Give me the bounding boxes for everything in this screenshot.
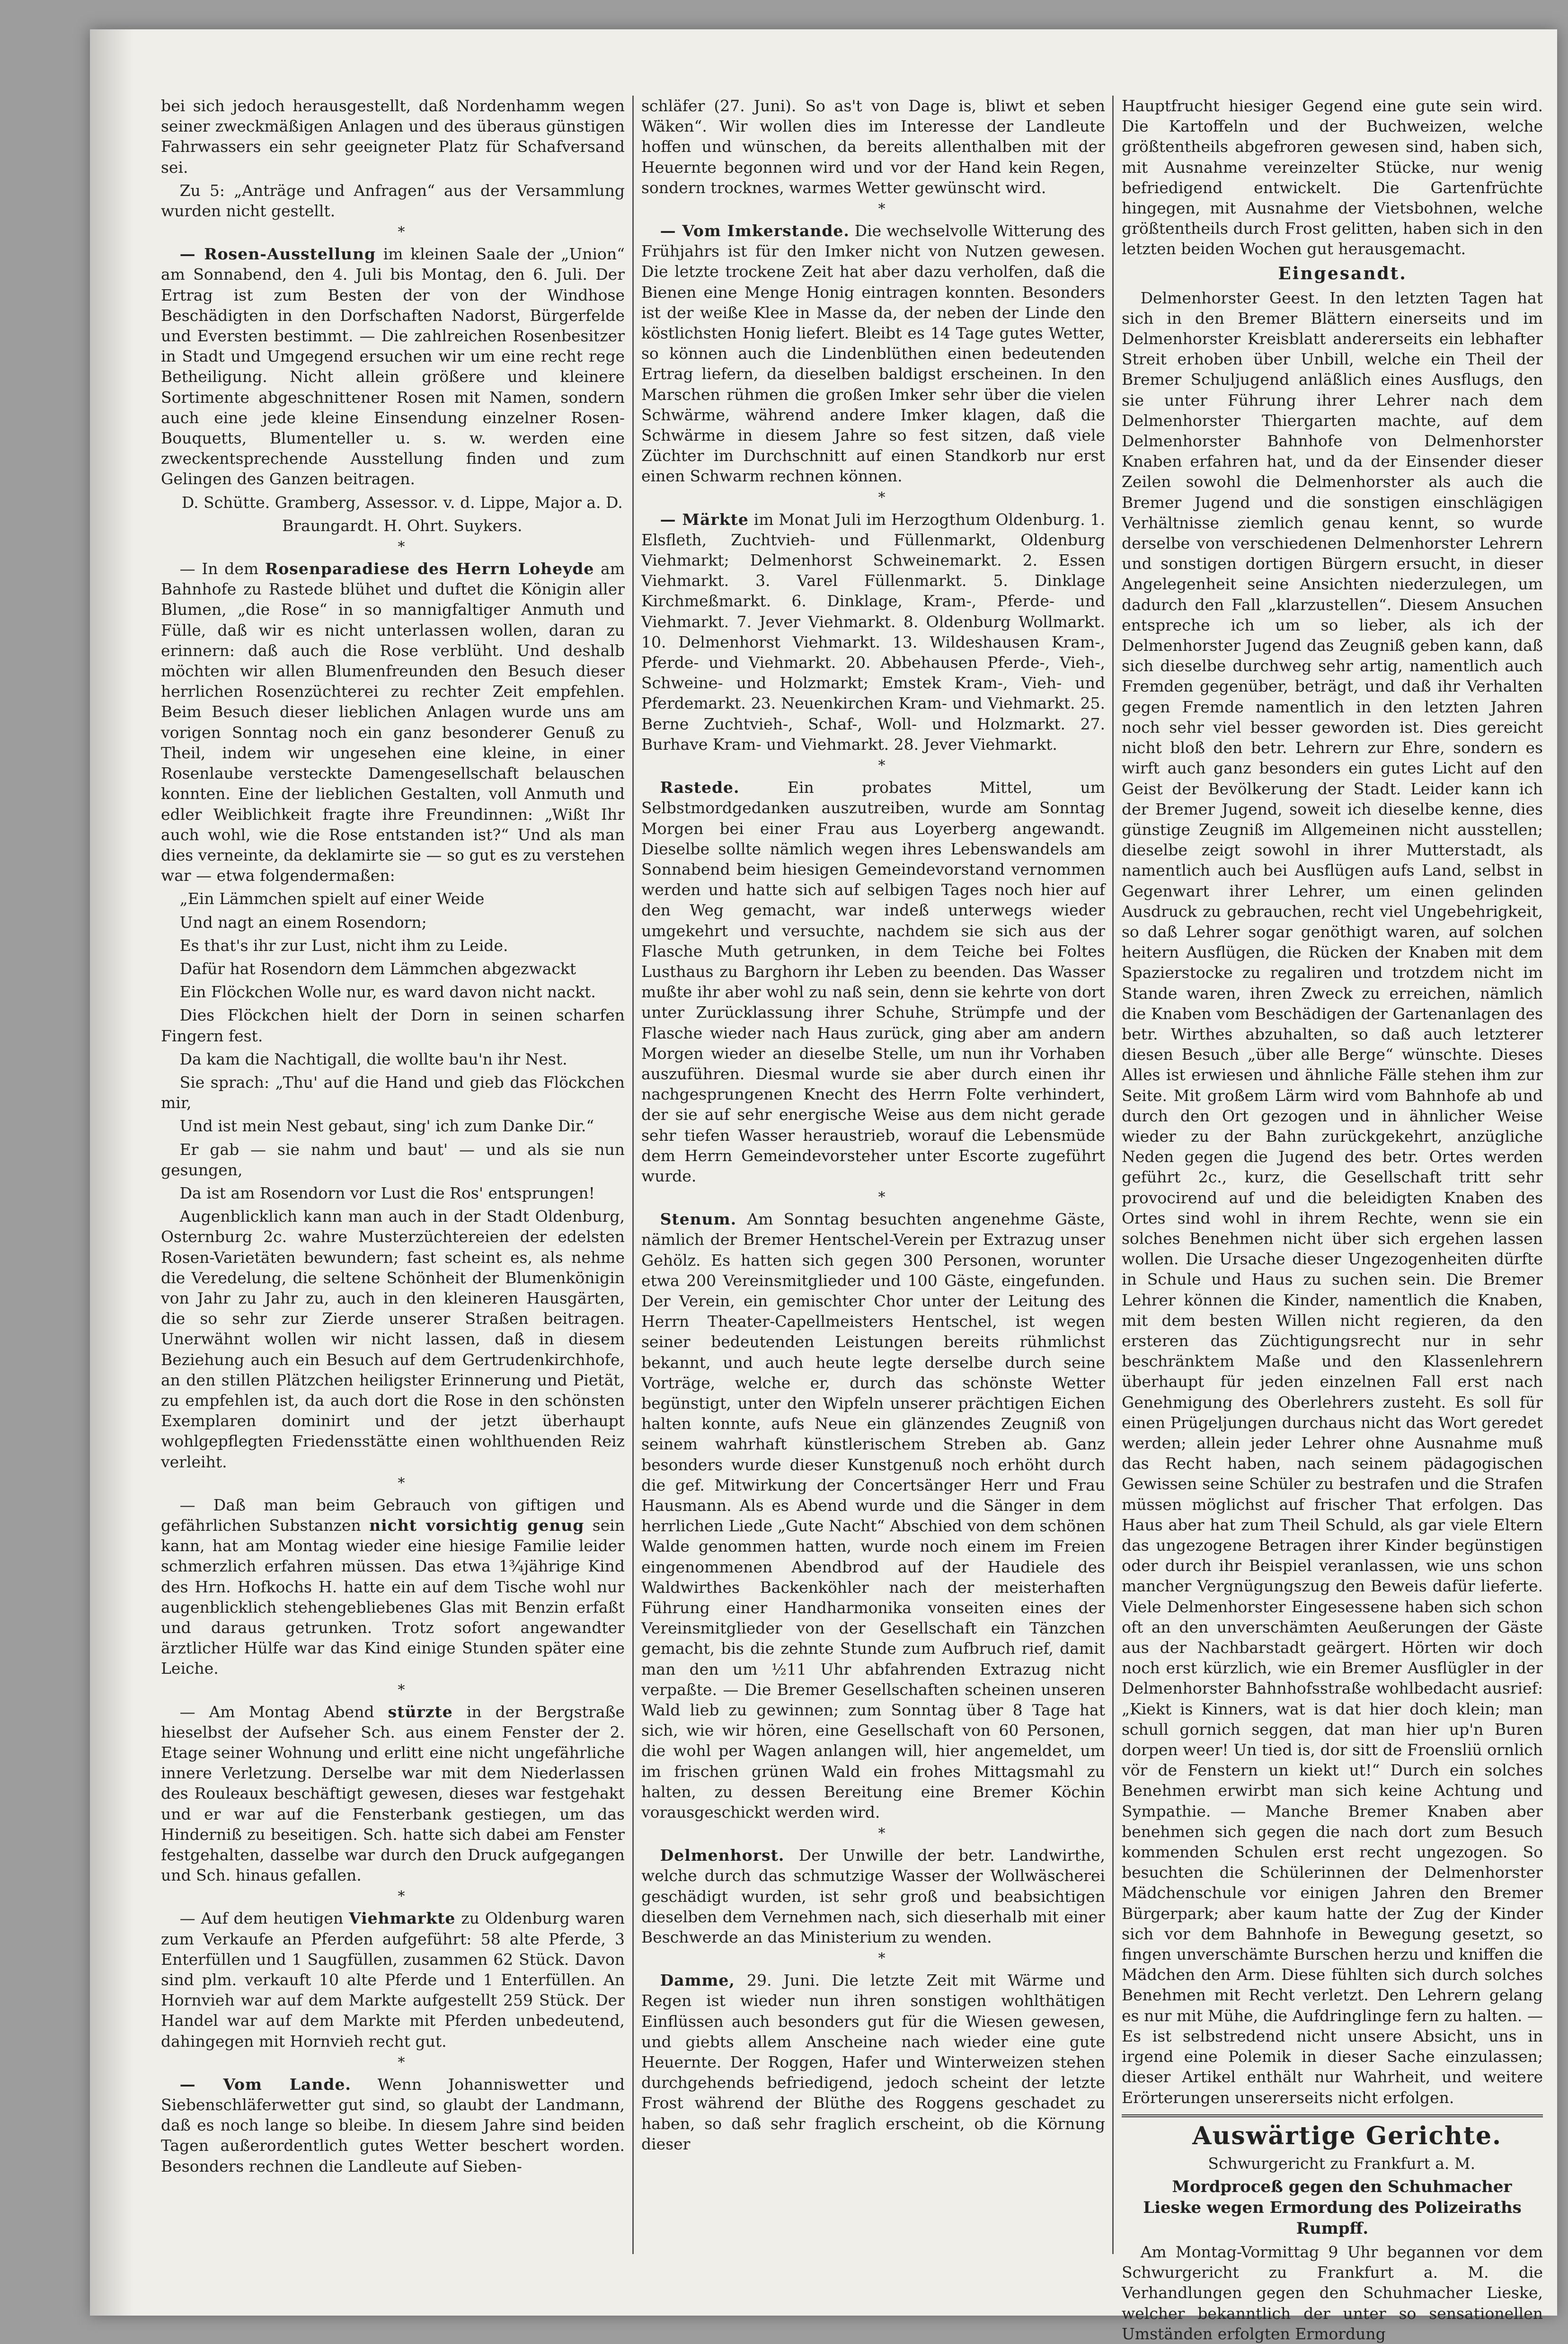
article-heading: nicht vorsichtig genug [369,1516,585,1535]
article-lead: — Am Montag Abend [179,1702,374,1721]
separator-asterisk: * [878,1189,886,1206]
poem-line: Und nagt an einem Rosendorn; [179,913,427,932]
article-rosenparadies [161,559,625,886]
newspaper-page [90,29,1557,2343]
article-stenum [641,1209,1105,1822]
separator-asterisk: * [878,1825,886,1842]
separator-asterisk: * [398,1681,405,1698]
poem-line: Er gab — sie nahm und baut' — und als sie nun gesungen, [161,1140,625,1179]
column-middle [641,96,1105,2254]
signatures: Braungardt. H. Ohrt. Suykers. [282,516,523,535]
poem-line: Dafür hat Rosendorn dem Lämmchen abgezwackt [179,959,576,978]
poem-line: Sie sprach: „Thu' auf die Hand und gieb das Flöckchen mir, [161,1073,625,1112]
article-text: in der Bergstraße hieselbst der Aufseher Sch. aus einem Fenster der 2. Etage seiner Wohnung und erlitt eine nicht ungefährliche innere Verletzung. Derselbe war mit dem Niederlassen des Rouleaux beschäftigt gewesen, dieses war festgehakt und er war auf die Fensterbank gestiegen, um das Hinderniß zu beseitigen. Sch. hatte sich dabei am Fenster festgehalten, dasselbe war durch den Druck aufgegangen und Sch. hinaus gefallen. [161,1702,625,1885]
article-delmenhorst [641,1845,1105,1947]
article-heading: Delmenhorst. [660,1846,785,1865]
article-heading: — Vom Imkerstande. [660,222,850,240]
article-rastede [641,777,1105,1186]
article-maerkte [641,509,1105,755]
poem-line: Und ist mein Nest gebaut, sing' ich zum Danke Dir.“ [179,1117,594,1136]
article-text: am Bahnhofe zu Rastede blühet und duftet die Königin aller Blumen, „die Rose“ in so mannigfaltiger Anmuth und Fülle, daß wir es nicht unterlassen wollen, daran zu erinnern: daß auch die Rose verblüht. Und deshalb möchten wir allen Blumenfreunden den Besuch dieser herrlichen Rosenzüchterei zu rechter Zeit empfehlen. Beim Besuch dieser lieblichen Anlagen wurde uns am vorigen Sonntag noch ein ganz besonderer Genuß zu Theil, indem wir ungesehen eine kleine, in einer Rosenlaube versteckte Damengesellschaft belauschen konnten. Eine der lieblichen Gestalten, voll Anmuth und edler Weiblichkeit fragte ihre Freundinnen: „Wißt Ihr auch wohl, wie die Rose entstanden ist?“ Und als man dies verneinte, da deklamirte sie — so gut es zu verstehen war — etwa folgendermaßen: [161,559,625,885]
paragraph: schläfer (27. Juni). So as't von Dage is, bliwt et seben Wäken“. Wir wollen dies im Interesse der Landleute hoffen und wünschen, da bereits allenthalben mit der Heuernte begonnen wird und vor der Hand kein Regen, sondern trocknes, warmes Wetter gewünscht wird. [641,97,1105,197]
trial-headline: Mordproceß gegen den Schuhmacher Lieske wegen Ermordung des Polizeiraths Rumpff. [1143,2177,1522,2238]
article-gift [161,1495,625,1679]
article-imkerstande [641,221,1105,487]
article-rosen-ausstellung [161,244,625,489]
article-text: Ein probates Mittel, um Selbstmordgedanken auszutreiben, wurde am Sonntag Morgen bei einer Frau aus Loyerberg angewandt. Dieselbe sollte nämlich wegen ihres Lebenswandels am Sonnabend beim hiesigen Gemeindevorstand vernommen werden und hatte sich auf selbigen Tages noch hier auf den Weg gemacht, war indeß unterwegs wieder umgekehrt und versuchte, nachdem sie sich aus der Flasche Muth getrunken, in dem Teiche bei Foltes Lusthaus zu Barghorn ihr Leben zu beenden. Das Wasser mußte ihr aber wohl zu naß sein, denn sie kehrte von dort unter Zurücklassung ihrer Schuhe, Strümpfe und der Flasche wieder nach Haus zurück, ging aber am andern Morgen wieder an dieselbe Stelle, um nun ihr Vorhaben auszuführen. Diesmal wurde sie aber durch einen ihr nachgesprungenen Knecht des Herrn Folte verhindert, der sie auf sehr energische Weise aus dem nicht gerade sehr tiefen Wasser heraustrieb, worauf die Lebensmüde dem Herrn Gemeindevorsteher unter Escorte zugeführt wurde. [641,778,1105,1185]
poem-line: Da ist am Rosendorn vor Lust die Ros' entsprungen! [179,1183,595,1202]
article-heading: Rosenparadiese des Herrn Loheyde [265,559,594,578]
poem-line: Dies Flöckchen hielt der Dorn in seinen scharfen Fingern fest. [161,1006,625,1045]
article-heading: Stenum. [660,1210,737,1229]
paragraph: Zu 5: „Anträge und Anfragen“ aus der Versammlung wurden nicht gestellt. [161,181,625,221]
article-heading: stürzte [388,1702,453,1721]
poem-line: Da kam die Nachtigall, die wollte bau'n ihr Nest. [179,1049,567,1068]
column-right [1122,96,1543,2343]
article-lead: — Auf dem heutigen [179,1909,344,1928]
separator-asterisk: * [878,1950,886,1967]
paragraph: bei sich jedoch herausgestellt, daß Nordenhamm wegen seiner zweckmäßigen Anlagen und des überaus günstigen Fahrwassers ein sehr geeigneter Platz für Schafversand sei. [161,97,625,177]
section-heading-eingesandt: Eingesandt. [1278,263,1407,284]
signatures: D. Schütte. Gramberg, Assessor. v. d. Lippe, Major a. D. [181,493,623,512]
section-title: Auswärtige Gerichte. [1192,2121,1502,2150]
separator-asterisk: * [398,1888,405,1905]
article-text: Wenn Johanniswetter und Siebenschläferwetter gut sind, so glaubt der Landmann, daß es noch lange so bleibe. In diesem Jahre sind beiden Tagen außerordentlich gutes Wetter beschert worden. Besonders rechnen die Landleute auf Sieben- [161,2075,625,2175]
separator-asterisk: * [398,224,405,241]
poem-line: Es that's ihr zur Lust, nicht ihm zu Leide. [179,936,508,955]
article-eingesandt: Delmenhorster Geest. In den letzten Tagen hat sich in den Bremer Blättern einerseits und im Delmenhorster Kreisblatt andererseits ein lebhafter Streit erhoben über Unbill, welche ein Theil der Bremer Schuljugend anläßlich eines Ausflugs, den sie unter Führung ihrer Lehrer nach dem Delmenhorster Thiergarten machte, auf dem Delmenhorster Bahnhofe von Delmenhorster Knaben erfahren hat, und da der Einsender dieser Zeilen sowohl die Delmenhorster als auch die Bremer Jugend und die sonstigen einschlägigen Verhältnisse ziemlich genau kennt, so wurde derselbe von verschiedenen Delmenhorster Lehrern und sonstigen dortigen Bürgern ersucht, in dieser Angelegenheit seine Ansichten niederzulegen, um dadurch den Fall „klarzustellen“. Diesem Ansuchen entspreche ich um so lieber, als ich der Delmenhorster Jugend das Zeugniß geben kann, daß sich dieselbe durchweg sehr artig, namentlich auch Fremden gegenüber, beträgt, und daß ihr Verhalten gegen Fremde namentlich in den letzten Jahren noch sehr viel besser geworden ist. Dies gereicht nicht bloß den betr. Lehrern zur Ehre, sondern es wirft auch ganz besonders ein gutes Licht auf den Geist der Bevölkerung der Stadt. Leider kann ich der Bremer Jugend, soweit ich dieselbe kenne, dies günstige Zeugniß im Allgemeinen nicht ausstellen; dieselbe zeigt sowohl in ihrer Mutterstadt, als namentlich auch bei Ausflügen aufs Land, selbst in Gegenwart ihrer Lehrer, um einen gelinden Ausdruck zu gebrauchen, recht viel Ungebehrigkeit, so daß Lehrer sogar genöthigt waren, auf solchen heitern Ausflügen, die Rücken der Knaben mit dem Spazierstocke zu regaliren und trotzdem nicht im Stande waren, ihren Zweck zu erreichen, nämlich die Knaben vom Beschädigen der Gartenanlagen des betr. Wirthes abzuhalten, so daß auch letzterer diesen Besuch „über alle Berge“ wünschte. Dieses Alles ist erwiesen und ähnliche Fälle stehen ihm zur Seite. Mit großem Lärm wird vom Bahnhofe ab und durch den Ort gezogen und in ähnlicher Weise wieder zu der Bahn zurückgekehrt, anzügliche Neden gegen die Jugend des betr. Ortes werden geführt 2c., kurz, die Gesellschaft tritt sehr provocirend auf und die beleidigten Knaben des Ortes sind wohl in ihrem Rechte, wenn sie ein solches Benehmen nicht über sich ergehen lassen wollen. Die Ursache dieser Ungezogenheiten dürfte in Schule und Haus zu suchen sein. Die Bremer Lehrer können die Kinder, namentlich die Knaben, mit dem besten Willen nicht regieren, da den ersteren das Züchtigungsrecht nur in sehr beschränktem Maße und den Klassenlehrern überhaupt für jeden einzelnen Fall erst nach Genehmigung des Oberlehrers zusteht. Es soll für einen Prügeljungen durchaus nicht das Wort geredet werden; allein jeder Lehrer ohne Ausnahme muß das Recht haben, nach seinem pädagogischen Gewissen seine Schüler zu bestrafen und die Strafen müssen möglichst auf frischer That erfolgen. Das Haus aber hat zum Theil Schuld, als gar viele Eltern das ungezogene Betragen ihrer Kinder begünstigen oder durch ihr Beispiel veranlassen, wie uns schon mancher Vergnügungszug den Beweis dafür lieferte. Viele Delmenhorster Eingesessene haben sich schon oft an den unverschämten Aeußerungen der Gäste aus der Nachbarstadt geärgert. Hörten wir doch noch erst kürzlich, wie ein Bremer Ausflügler in der Delmenhorster Bahnhofsstraße wohlbedacht ausrief: „Kiekt is Kinners, wat is dat hier doch klein; man schull gornich seggen, dat man hier up'n Buren dorpen weer! Un tied is, dor sitt de Froensliü ornlich vör de Fenstern un kiekt ut!“ Durch ein solches Benehmen erwirbt man sich keine Achtung und Sympathie. — Manche Bremer Knaben aber benehmen sich gegen die nach dort zum Besuch kommenden Schulen erst recht ungezogen. So besuchten die Schülerinnen der Delmenhorster Mädchenschule vor einigen Jahren den Bremer Bürgerpark; aber kaum hatte der Zug der Kinder sich vor dem Bahnhofe in Bewegung gesetzt, so fingen unverschämte Burschen herzu und kniffen die Mädchen den Arm. Diese fühlten sich durch solches Benehmen mit Recht verletzt. Den Lehrern gelang es nur mit Mühe, die Aufdringlinge fern zu halten. — Es ist selbstredend nicht unsere Absicht, uns in irgend eine Polemik in dieser Sache einzulassen; dieser Artikel enthält nur Wahrheit, und weitere Erörterungen unsererseits nicht erfolgen. [1122,288,1543,2107]
article-text: Der Unwille der betr. Landwirthe, welche durch das schmutzige Wasser der Wollwäscherei geschädigt wurden, ist sehr groß und beabsichtigen dieselben dem Vernehmen nach, sich dieserhalb mit einer Beschwerde an das Ministerium zu wenden. [641,1846,1105,1947]
article-lead: — In dem [179,559,259,578]
separator-asterisk: * [878,201,886,218]
article-heading: — Vom Lande. [179,2075,351,2094]
article-heading: — Rosen-Ausstellung [179,245,376,264]
article-text: Am Sonntag besuchten angenehme Gäste, nämlich der Bremer Hentschel-Verein per Extrazug unser Gehölz. Es hatten sich gegen 300 Personen, worunter etwa 200 Vereinsmitglieder und 100 Gäste, eingefunden. Der Verein, ein gemischter Chor unter der Leitung des Herrn Theater-Capellmeisters Hentschel, ist wegen seiner bedeutenden Leistungen bereits rühmlichst bekannt, und auch heute legte derselbe durch seine Vorträge, welche er, durch das schönste Wetter begünstigt, unter den Wipfeln unserer prächtigen Eichen halten konnte, aufs Neue ein glänzendes Zeugniß von seinem wahrhaft künstlerischem Streben ab. Ganz besonders wurde dieser Kunstgenuß noch erhöht durch die gef. Mitwirkung der Concertsänger Herr und Frau Hausmann. Als es Abend wurde und die Sänger in dem herrlichen Liede „Gute Nacht“ Abschied von dem schönen Walde genommen hatten, wurde noch einem im Freien eingenommenen Abendbrod auf der Haudiele des Waldwirthes Backenköhler nach der meisterhaften Führung einer Handharmonika vonseiten eines der Vereinsmitglieder von der Gesellschaft ein Tänzchen gemacht, bis die zehnte Stunde zum Aufbruch rief, damit man den um ½11 Uhr abfahrenden Extrazug nicht verpaßte. — Die Bremer Gesellschaften scheinen unseren Wald lieb zu gewinnen; zum Sonntag über 8 Tage hat sich, wie wir hören, eine Gesellschaft von 60 Personen, die wohl per Wagen anlangen will, hier angemeldet, um im frischen grünen Wald ein frohes Mittagsmahl zu halten, zu dessen Bereitung eine Bremer Köchin vorausgeschickt werden wird. [641,1210,1105,1822]
article-heading: Rastede. [660,778,740,797]
separator-asterisk: * [398,539,405,556]
article-text: Die wechselvolle Witterung des Frühjahrs ist für den Imker nicht von Nutzen gewesen. Die letzte trockene Zeit hat aber dazu verholfen, daß die Bienen eine Menge Honig eintragen konnten. Besonders ist der weiße Klee in Masse da, der neben der Linde den köstlichsten Honig liefert. Bleibt es 14 Tage gutes Wetter, so können auch die Lindenblüthen einen bedeutenden Ertrag liefern, da dieselben baldigst erscheinen. In den Marschen rühmen die großen Imker sehr über die vielen Schwärme, während andere Imker klagen, daß die Schwärme in diesem Jahre so fest sitzen, daß viele Züchter im Durchschnitt auf einen Standkorb nur erst einen Schwarm rechnen können. [641,222,1105,486]
paragraph: Augenblicklich kann man auch in der Stadt Oldenburg, Osternburg 2c. wahre Musterzüchtereien der edelsten Rosen-Varietäten bewundern; fast scheint es, als nehme die Veredelung, die seltene Schönheit der Blumenkönigin von Jahr zu Jahr zu, auch in den kleineren Hausgärten, die so sehr zur Zierde unserer Straßen beitragen. Unerwähnt wollen wir nicht lassen, daß in diesem Beziehung auch ein Besuch auf dem Gertrudenkirchhofe, an den stillen Plätzchen heiligster Erinnerung und Pietät, zu empfehlen ist, da auch dort die Rose in den schönsten Exemplaren dominirt und der jetzt überhaupt wohlgepflegten Friedensstätte einen wohlthuenden Reiz verleiht. [161,1207,625,1471]
article-heading: — Märkte [660,510,749,529]
article-viehmarkt [161,1908,625,2051]
article-text: im Monat Juli im Herzogthum Oldenburg. 1. Elsfleth, Zuchtvieh- und Füllenmarkt, Oldenburg Viehmarkt; Delmenhorst Schweinemarkt. 2. Essen Viehmarkt. 3. Varel Füllenmarkt. 5. Dinklage Kirchmeßmarkt. 6. Dinklage, Kram-, Pferde- und Viehmarkt. 7. Jever Viehmarkt. 8. Oldenburg Wollmarkt. 10. Delmenhorst Viehmarkt. 13. Wildeshausen Kram-, Pferde- und Viehmarkt. 20. Abbehausen Pferde-, Vieh-, Schweine- und Holzmarkt; Emstek Kram-, Vieh- und Pferdemarkt. 23. Neuenkirchen Kram- und Viehmarkt. 25. Berne Zuchtvieh-, Schaf-, Woll- und Holzmarkt. 27. Burhave Kram- und Viehmarkt. 28. Jever Viehmarkt. [641,510,1106,754]
article-trial: Am Montag-Vormittag 9 Uhr begannen vor dem Schwurgericht zu Frankfurt a. M. die Verhandlungen gegen den Schuhmacher Lieske, welcher bekanntlich der unter so sensationellen Umständen erfolgten Ermordung [1122,2242,1543,2343]
column-divider [1112,96,1114,2254]
paragraph: Hauptfrucht hiesiger Gegend eine gute sein wird. Die Kartoffeln und der Buchweizen, welche größtentheils abgefroren gewesen sind, haben sich, mit Ausnahme vereinzelter Stücke, nur wenig befriedigend entwickelt. Die Gartenfrüchte hingegen, mit Ausnahme der Vietsbohnen, welche größtentheils durch Frost gelitten, haben sich in den letzten beiden Wochen gut herausgemacht. [1122,97,1543,258]
article-text: zu Oldenburg waren zum Verkaufe an Pferden aufgeführt: 58 alte Pferde, 3 Enterfüllen und 1 Saugfüllen, zusammen 62 Stück. Davon sind plm. verkauft 10 alte Pferde und 1 Enterfüllen. An Hornvieh war auf dem Markte aufgestellt 259 Stück. Der Handel war auf dem Markte mit Pferden unbedeutend, dahingegen mit Hornvieh recht gut. [161,1909,625,2051]
article-vom-lande [161,2074,625,2176]
separator-asterisk: * [878,757,886,774]
separator-asterisk: * [398,1474,405,1492]
separator-asterisk: * [398,2054,405,2071]
article-heading: Viehmarkte [349,1909,456,1928]
article-lead: — Daß man beim Gebrauch von giftigen und gefährlichen Substanzen [161,1495,625,1535]
section-divider [1122,2114,1543,2117]
article-text: sein kann, hat am Montag wieder eine hiesige Familie leider schmerzlich erfahren müssen. Das etwa 1¾jährige Kind des Hrn. Hofkochs H. hatte ein auf dem Tische wohl nur augenblicklich stehengebliebenes Glas mit Benzin erfaßt und daraus getrunken. Trotz sofort angewandter ärztlicher Hülfe war das Kind einige Stunden später eine Leiche. [161,1516,625,1678]
article-damme [641,1970,1105,2154]
court-subtitle: Schwurgericht zu Frankfurt a. M. [1208,2154,1476,2173]
article-text: im kleinen Saale der „Union“ am Sonnabend, den 4. Juli bis Montag, den 6. Juli. Der Ertrag ist zum Besten der von der Windhose Beschädigten in den Dorfschaften Nadorst, Bürgerfelde und Eversten bestimmt. — Die zahlreichen Rosenbesitzer in Stadt und Umgegend ersuchen wir um eine recht rege Betheiligung. Nicht allein größere und kleinere Sortimente abgeschnittener Rosen mit Namen, sondern auch eine jede kleine Einsendung einzelner Rosen-Bouquetts, Blumenteller u. s. w. werden eine zweckentsprechende Ausstellung finden und zum Gelingen des Ganzen beitragen. [161,245,625,488]
column-left [161,96,625,2254]
article-text: 29. Juni. Die letzte Zeit mit Wärme und Regen ist wieder nun ihren sonstigen wohlthätigen Einflüssen auch besonders gut für die Wiesen gewesen, und giebts allem Anscheine nach wieder eine gute Heuernte. Der Roggen, Hafer und Winterweizen stehen durchgehends befriedigend, jedoch scheint der letzte Frost während der Blüthe des Roggens geschadet zu haben, so daß sehr fraglich erscheint, ob die Körnung dieser [641,1971,1105,2153]
article-sturz [161,1702,625,1886]
poem-line: „Ein Lämmchen spielt auf einer Weide [179,889,485,908]
poem-line: Ein Flöckchen Wolle nur, es ward davon nicht nackt. [179,983,596,1002]
separator-asterisk: * [878,489,886,506]
article-heading: Damme, [660,1971,735,1990]
column-divider [632,96,634,2254]
